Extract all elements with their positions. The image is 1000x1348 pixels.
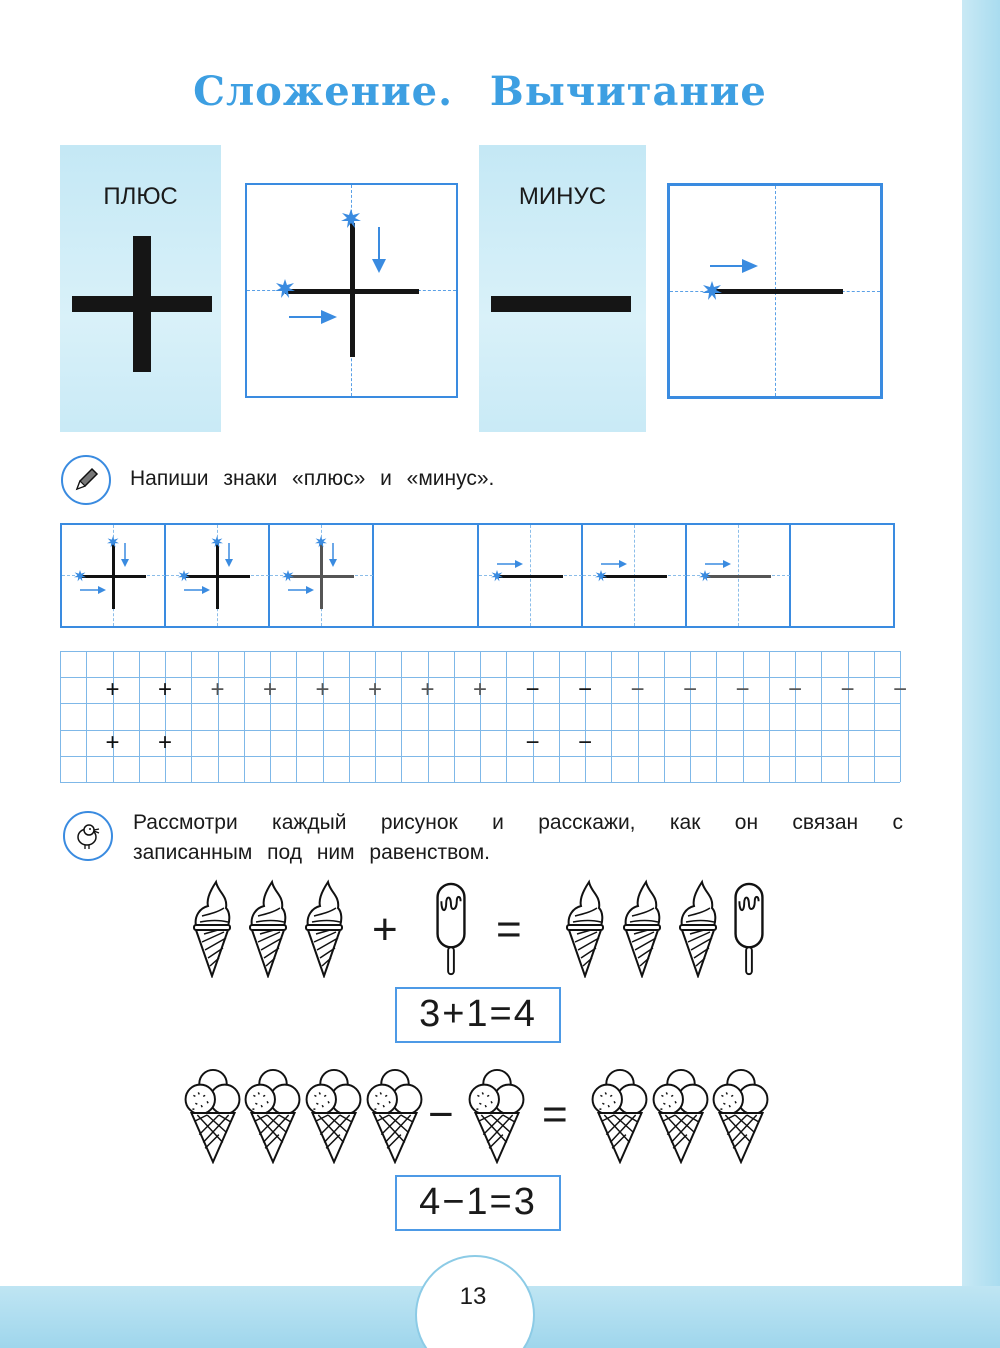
stroke-box-minus[interactable] xyxy=(583,525,687,626)
equation2-box: 4−1=3 xyxy=(395,1175,561,1231)
grid-sign: − xyxy=(525,728,540,756)
start-star-icon xyxy=(74,570,86,582)
stroke-box-minus[interactable] xyxy=(687,525,791,626)
task2-instruction-line1: Рассмотри каждый рисунок и расскажи, как он связан с xyxy=(133,811,903,834)
soft-ice-cream-icon xyxy=(302,878,346,978)
plus-label: ПЛЮС xyxy=(103,183,178,210)
plus-stroke-guide xyxy=(245,183,458,398)
grid-sign: − xyxy=(735,676,750,704)
soft-ice-cream-icon xyxy=(620,878,664,978)
grid-sign: + xyxy=(157,728,172,756)
grid-sign: − xyxy=(630,676,645,704)
bird-icon xyxy=(63,811,113,861)
stroke-box-minus[interactable] xyxy=(479,525,583,626)
stroke-box-plus[interactable] xyxy=(270,525,374,626)
grid-sign: + xyxy=(105,728,120,756)
arrow-right-icon xyxy=(708,256,760,276)
page-edge xyxy=(962,0,1000,1348)
scoop-ice-cream-icon xyxy=(711,1066,771,1164)
grid-sign: − xyxy=(682,676,697,704)
start-star-icon xyxy=(702,281,722,301)
page-number: 13 xyxy=(459,1283,487,1310)
soft-ice-cream-icon xyxy=(246,878,290,978)
start-star-icon xyxy=(341,209,361,229)
equation1-box: 3+1=4 xyxy=(395,987,561,1043)
plus-vertical-bar xyxy=(133,236,151,372)
stroke-box-plus[interactable] xyxy=(166,525,270,626)
minus-sign: − xyxy=(428,1090,454,1139)
popsicle-icon xyxy=(431,882,471,978)
soft-ice-cream-icon xyxy=(190,878,234,978)
start-star-icon xyxy=(107,536,119,548)
plus-sign: + xyxy=(372,905,398,954)
minus-stroke-guide xyxy=(667,183,883,399)
grid-sign: − xyxy=(892,676,907,704)
start-star-icon xyxy=(275,279,295,299)
soft-ice-cream-icon xyxy=(676,878,720,978)
soft-ice-cream-icon xyxy=(563,878,607,978)
stroke-box-plus[interactable] xyxy=(62,525,166,626)
start-star-icon xyxy=(595,570,607,582)
arrow-right-icon xyxy=(287,307,339,327)
popsicle-icon xyxy=(729,882,769,978)
grid-sign: + xyxy=(367,676,382,704)
stroke-practice-row xyxy=(60,523,895,628)
stroke-box-empty[interactable] xyxy=(791,525,893,626)
minus-label: МИНУС xyxy=(518,183,607,210)
grid-sign: − xyxy=(840,676,855,704)
arrow-down-icon xyxy=(369,225,389,275)
start-star-icon xyxy=(178,570,190,582)
equals-sign: = xyxy=(542,1090,568,1139)
stroke-box-empty[interactable] xyxy=(374,525,478,626)
scoop-ice-cream-icon xyxy=(467,1066,527,1164)
task2-instruction-line2: записанным под ним равенством. xyxy=(133,841,490,864)
scoop-ice-cream-icon xyxy=(651,1066,711,1164)
grid-sign: − xyxy=(787,676,802,704)
minus-panel xyxy=(479,145,646,432)
scoop-ice-cream-icon xyxy=(365,1066,425,1164)
start-star-icon xyxy=(315,536,327,548)
grid-sign: + xyxy=(315,676,330,704)
grid-sign: + xyxy=(262,676,277,704)
grid-sign: + xyxy=(210,676,225,704)
start-star-icon xyxy=(491,570,503,582)
scoop-ice-cream-icon xyxy=(243,1066,303,1164)
grid-sign: − xyxy=(577,676,592,704)
start-star-icon xyxy=(282,570,294,582)
grid-sign: + xyxy=(105,676,120,704)
start-star-icon xyxy=(699,570,711,582)
scoop-ice-cream-icon xyxy=(590,1066,650,1164)
scoop-ice-cream-icon xyxy=(304,1066,364,1164)
start-star-icon xyxy=(211,536,223,548)
grid-sign: + xyxy=(472,676,487,704)
minus-bar xyxy=(491,296,631,312)
equals-sign: = xyxy=(496,905,522,954)
grid-sign: + xyxy=(420,676,435,704)
plus-panel xyxy=(60,145,221,432)
scoop-ice-cream-icon xyxy=(183,1066,243,1164)
grid-sign: − xyxy=(577,728,592,756)
practice-grid xyxy=(60,651,907,782)
grid-sign: − xyxy=(525,676,540,704)
task1-instruction: Напиши знаки «плюс» и «минус». xyxy=(130,467,495,490)
pencil-icon xyxy=(61,455,111,505)
grid-sign: + xyxy=(157,676,172,704)
page-title: Сложение. Вычитание xyxy=(193,68,767,115)
